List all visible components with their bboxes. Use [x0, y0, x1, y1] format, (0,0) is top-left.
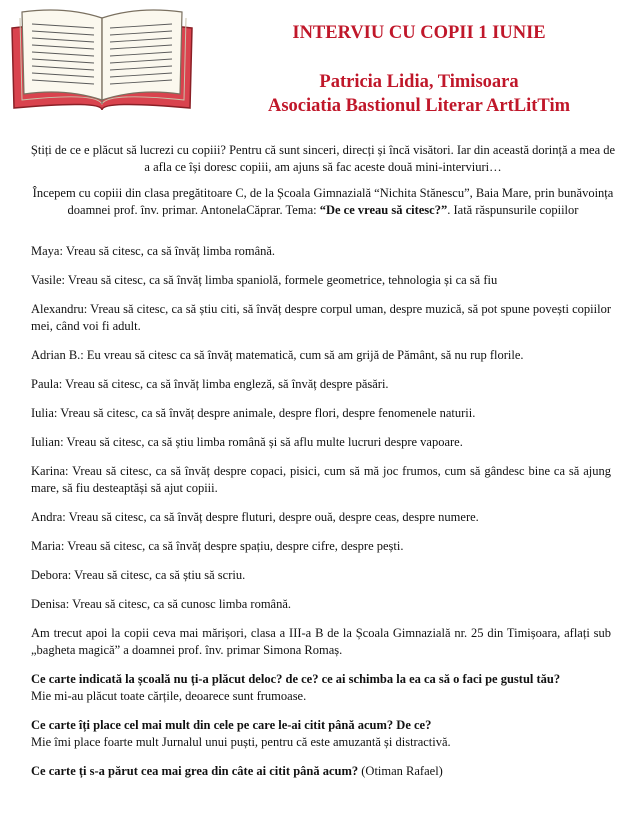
- answer: Mie mi-au plăcut toate cărțile, deoarece sunt frumoase.: [31, 689, 307, 703]
- answer: Mie îmi place foarte mult Jurnalul unui puști, pentru că este amuzantă și distractivă.: [31, 735, 451, 749]
- answer-adrian: Adrian B.: Eu vreau să citesc ca să învăț matematică, cum să am grijă de Pământ, să nu rup florile.: [31, 348, 524, 362]
- open-book-icon: [6, 4, 198, 112]
- answer-iulian: Iulian: Vreau să citesc, ca să știu limba română și să aflu multe lucruri despre vapoare.: [31, 435, 463, 449]
- intro-class-paragraph: [30, 185, 616, 219]
- answer-vasile: Vasile: Vreau să citesc, ca să învăț limba spaniolă, formele geometrice, tehnologia și ca să fiu: [31, 273, 498, 287]
- answer-andra: Andra: Vreau să citesc, ca să învăț despre fluturi, despre ouă, despre ceas, despre numere.: [31, 510, 479, 524]
- question: Ce carte îți place cel mai mult din cele pe care le-ai citit până acum? De ce?: [31, 718, 432, 732]
- qa-block: [31, 717, 611, 751]
- question: Ce carte indicată la școală nu ți-a plăcut deloc? de ce? ce ai schimba la ea ca să o faci pe gustul tău?: [31, 672, 561, 686]
- author-organization: Asociatia Bastionul Literar ArtLitTim: [268, 96, 570, 116]
- answer-iulia: Iulia: Vreau să citesc, ca să învăț despre animale, despre flori, despre fenomenele naturii.: [31, 406, 476, 420]
- qa-block: [31, 763, 611, 780]
- page-title: INTERVIU CU COPII 1 IUNIE: [292, 23, 546, 43]
- header: [200, 22, 638, 118]
- answer-denisa: Denisa: Vreau să citesc, ca să cunosc limba română.: [31, 597, 292, 611]
- question: Ce carte ți s-a părut cea mai grea din câte ai citit până acum?: [31, 764, 359, 778]
- transition-paragraph: Am trecut apoi la copii ceva mai mărișori, clasa a III-a B de la Școala Gimnazială nr. 25 din Timișoara, aflați sub „bagheta magică” a doamnei prof. înv. primar Simona Romaș.: [31, 626, 611, 657]
- interview-theme: “De ce vreau să citesc?”: [319, 203, 448, 217]
- answer-karina: Karina: Vreau să citesc, ca să învăț despre copaci, pisici, cum să mă joc frumos, cum să gândesc bine ca să ajung mare, să fiu desteaptăși să ajut copiii.: [31, 464, 611, 495]
- answer-maya: Maya: Vreau să citesc, ca să învăț limba română.: [31, 244, 276, 258]
- author-name: Patricia Lidia, Timisoara: [319, 72, 519, 92]
- intro-class-text: Începem cu copiii din clasa pregătitoare C, de la Școala Gimnazială “Nichita Stănescu”, Baia Mare, prin bunăvoința doamnei prof. înv. primar. AntonelaCăprar. Tema:: [32, 186, 614, 217]
- answer-debora: Debora: Vreau să citesc, ca să știu să scriu.: [31, 568, 246, 582]
- answer-alexandru: Alexandru: Vreau să citesc, ca să știu citi, să învăț despre corpul uman, despre muzică, să pot spune povești copiilor mei, când voi fi adult.: [31, 302, 611, 333]
- qa-block: [31, 671, 611, 705]
- intro-class-text-end: . Iată răspunsurile copiilor: [447, 203, 579, 217]
- answer-maria: Maria: Vreau să citesc, ca să învăț despre spațiu, despre cifre, despre pești.: [31, 539, 404, 553]
- answer-author: (Otiman Rafael): [361, 764, 443, 778]
- interview-body: [31, 243, 611, 792]
- answer-paula: Paula: Vreau să citesc, ca să învăț limba engleză, să învăț despre păsări.: [31, 377, 389, 391]
- intro-paragraph: Știți de ce e plăcut să lucrezi cu copiii? Pentru că sunt sinceri, direcți și încă visători. Iar din această dorință a mea de a afla ce își doresc copiii, am ajuns să fac aceste două mini-interviuri…: [30, 143, 616, 174]
